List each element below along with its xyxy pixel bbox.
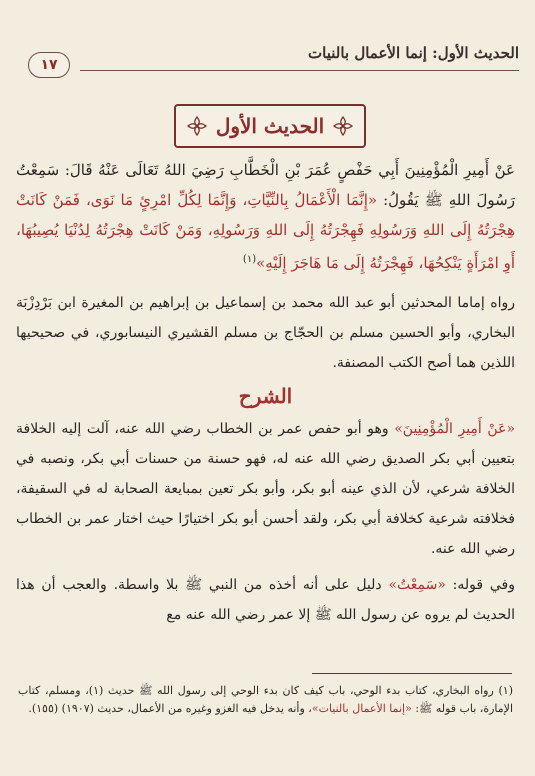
hadith-quote: «إِنَّمَا الْأَعْمَالُ بِالنِّيَّاتِ، وَإِنَّمَا لِكُلِّ امْرِئٍ مَا نَوَى، فَمَنْ كَانَتْ هِجْرَتُهُ إِلَى اللهِ وَرَسُولِهِ فَهِجْرَتُهُ إِلَى اللهِ وَرَسُولِهِ، وَمَنْ كَانَتْ هِجْرَتُهُ لِدُنْيَا يُصِيبُهَا، أَوِ امْرَأَةٍ يَنْكِحُهَا، فَهِجْرَتُهُ إِلَى مَا هَاجَرَ إِلَيْهِ» bbox=[16, 191, 515, 272]
running-title: الحديث الأول: إنما الأعمال بالنيات bbox=[308, 44, 519, 62]
narration-paragraph: رواه إماما المحدثين أبو عبد الله محمد بن إسماعيل بن إبراهيم بن المغيرة ابن بَرْدِزْبَة البخاري، وأبو الحسين مسلم بن الحجّاج بن مسلم القشيري النيسابوري، في صحيحيها اللذين هما أصح الكتب المصنفة. bbox=[16, 295, 515, 371]
footnote-ref[interactable]: (١) bbox=[242, 254, 257, 265]
footnote bbox=[18, 682, 513, 718]
page-header bbox=[10, 44, 525, 82]
footnote-quote: «إنما الأعمال بالنيات» bbox=[311, 702, 412, 715]
sharh-text-2: دليل على أنه أخذه من النبي ﷺ بلا واسطة. والعجب أن هذا الحديث لم يروه عن رسول الله ﷺ إلا عمر رضي الله عنه مع bbox=[16, 577, 515, 623]
sharh-pre-2: وفي قوله: bbox=[445, 577, 515, 593]
ornament-icon bbox=[332, 115, 354, 137]
sharh-paragraph-2 bbox=[16, 570, 515, 630]
hadith-intro: عَنْ أَمِيرِ الْمُؤْمِنِينَ أَبِي حَفْصٍ عُمَرَ بْنِ الْخَطَّابِ رَضِيَ اللهُ تَعَالَى عَنْهُ قَالَ: سَمِعْتُ رَسُولَ اللهِ ﷺ يَقُولُ: bbox=[16, 161, 515, 209]
page-number: ١٧ bbox=[40, 57, 58, 73]
section-title-frame bbox=[174, 104, 366, 148]
sharh-paragraph-1 bbox=[16, 414, 515, 564]
sharh-quote-2: «سَمِعْتُ» bbox=[388, 577, 446, 593]
header-rule bbox=[80, 70, 519, 71]
section-title: الحديث الأول bbox=[215, 114, 325, 138]
sharh-quote-1: «عَنْ أَمِيرِ الْمُؤْمِنِينَ» bbox=[394, 421, 516, 437]
ornament-icon bbox=[186, 115, 208, 137]
hadith-text bbox=[16, 155, 515, 278]
sharh-heading: الشرح bbox=[238, 384, 293, 408]
page-number-badge bbox=[28, 52, 70, 78]
footnote-text-a: (١) رواه البخاري، كتاب بدء الوحي، باب كيف كان بدء الوحي إلى رسول الله ﷺ حديث (١)، ومسلم، كتاب الإمارة، باب قوله ﷺ: bbox=[18, 684, 513, 715]
main-text bbox=[16, 155, 515, 636]
footnote-text-b: ، وأنه يدخل فيه الغزو وغيره من الأعمال، حديث (١٩٠٧) (١٥٥). bbox=[28, 702, 312, 715]
sharh-text-1: وهو أبو حفص عمر بن الخطاب رضي الله عنه، آلت إليه الخلافة بتعيين أبي بكر الصديق رضي الله عنه له، فهو حسنة من حسنات أبي بكر، ونصبه في الخلافة شرعي، لأن الذي عينه أبو بكر، وأبو بكر تعين بمبايعة الصحابة له في السقيفة، فخلافته شرعية كخلافة أبي بكر، ولقد أحسن أبو بكر اختيارًا حيث اختار عمر بن الخطاب رضي الله عنه. bbox=[16, 421, 515, 557]
footnote-separator bbox=[312, 673, 512, 674]
